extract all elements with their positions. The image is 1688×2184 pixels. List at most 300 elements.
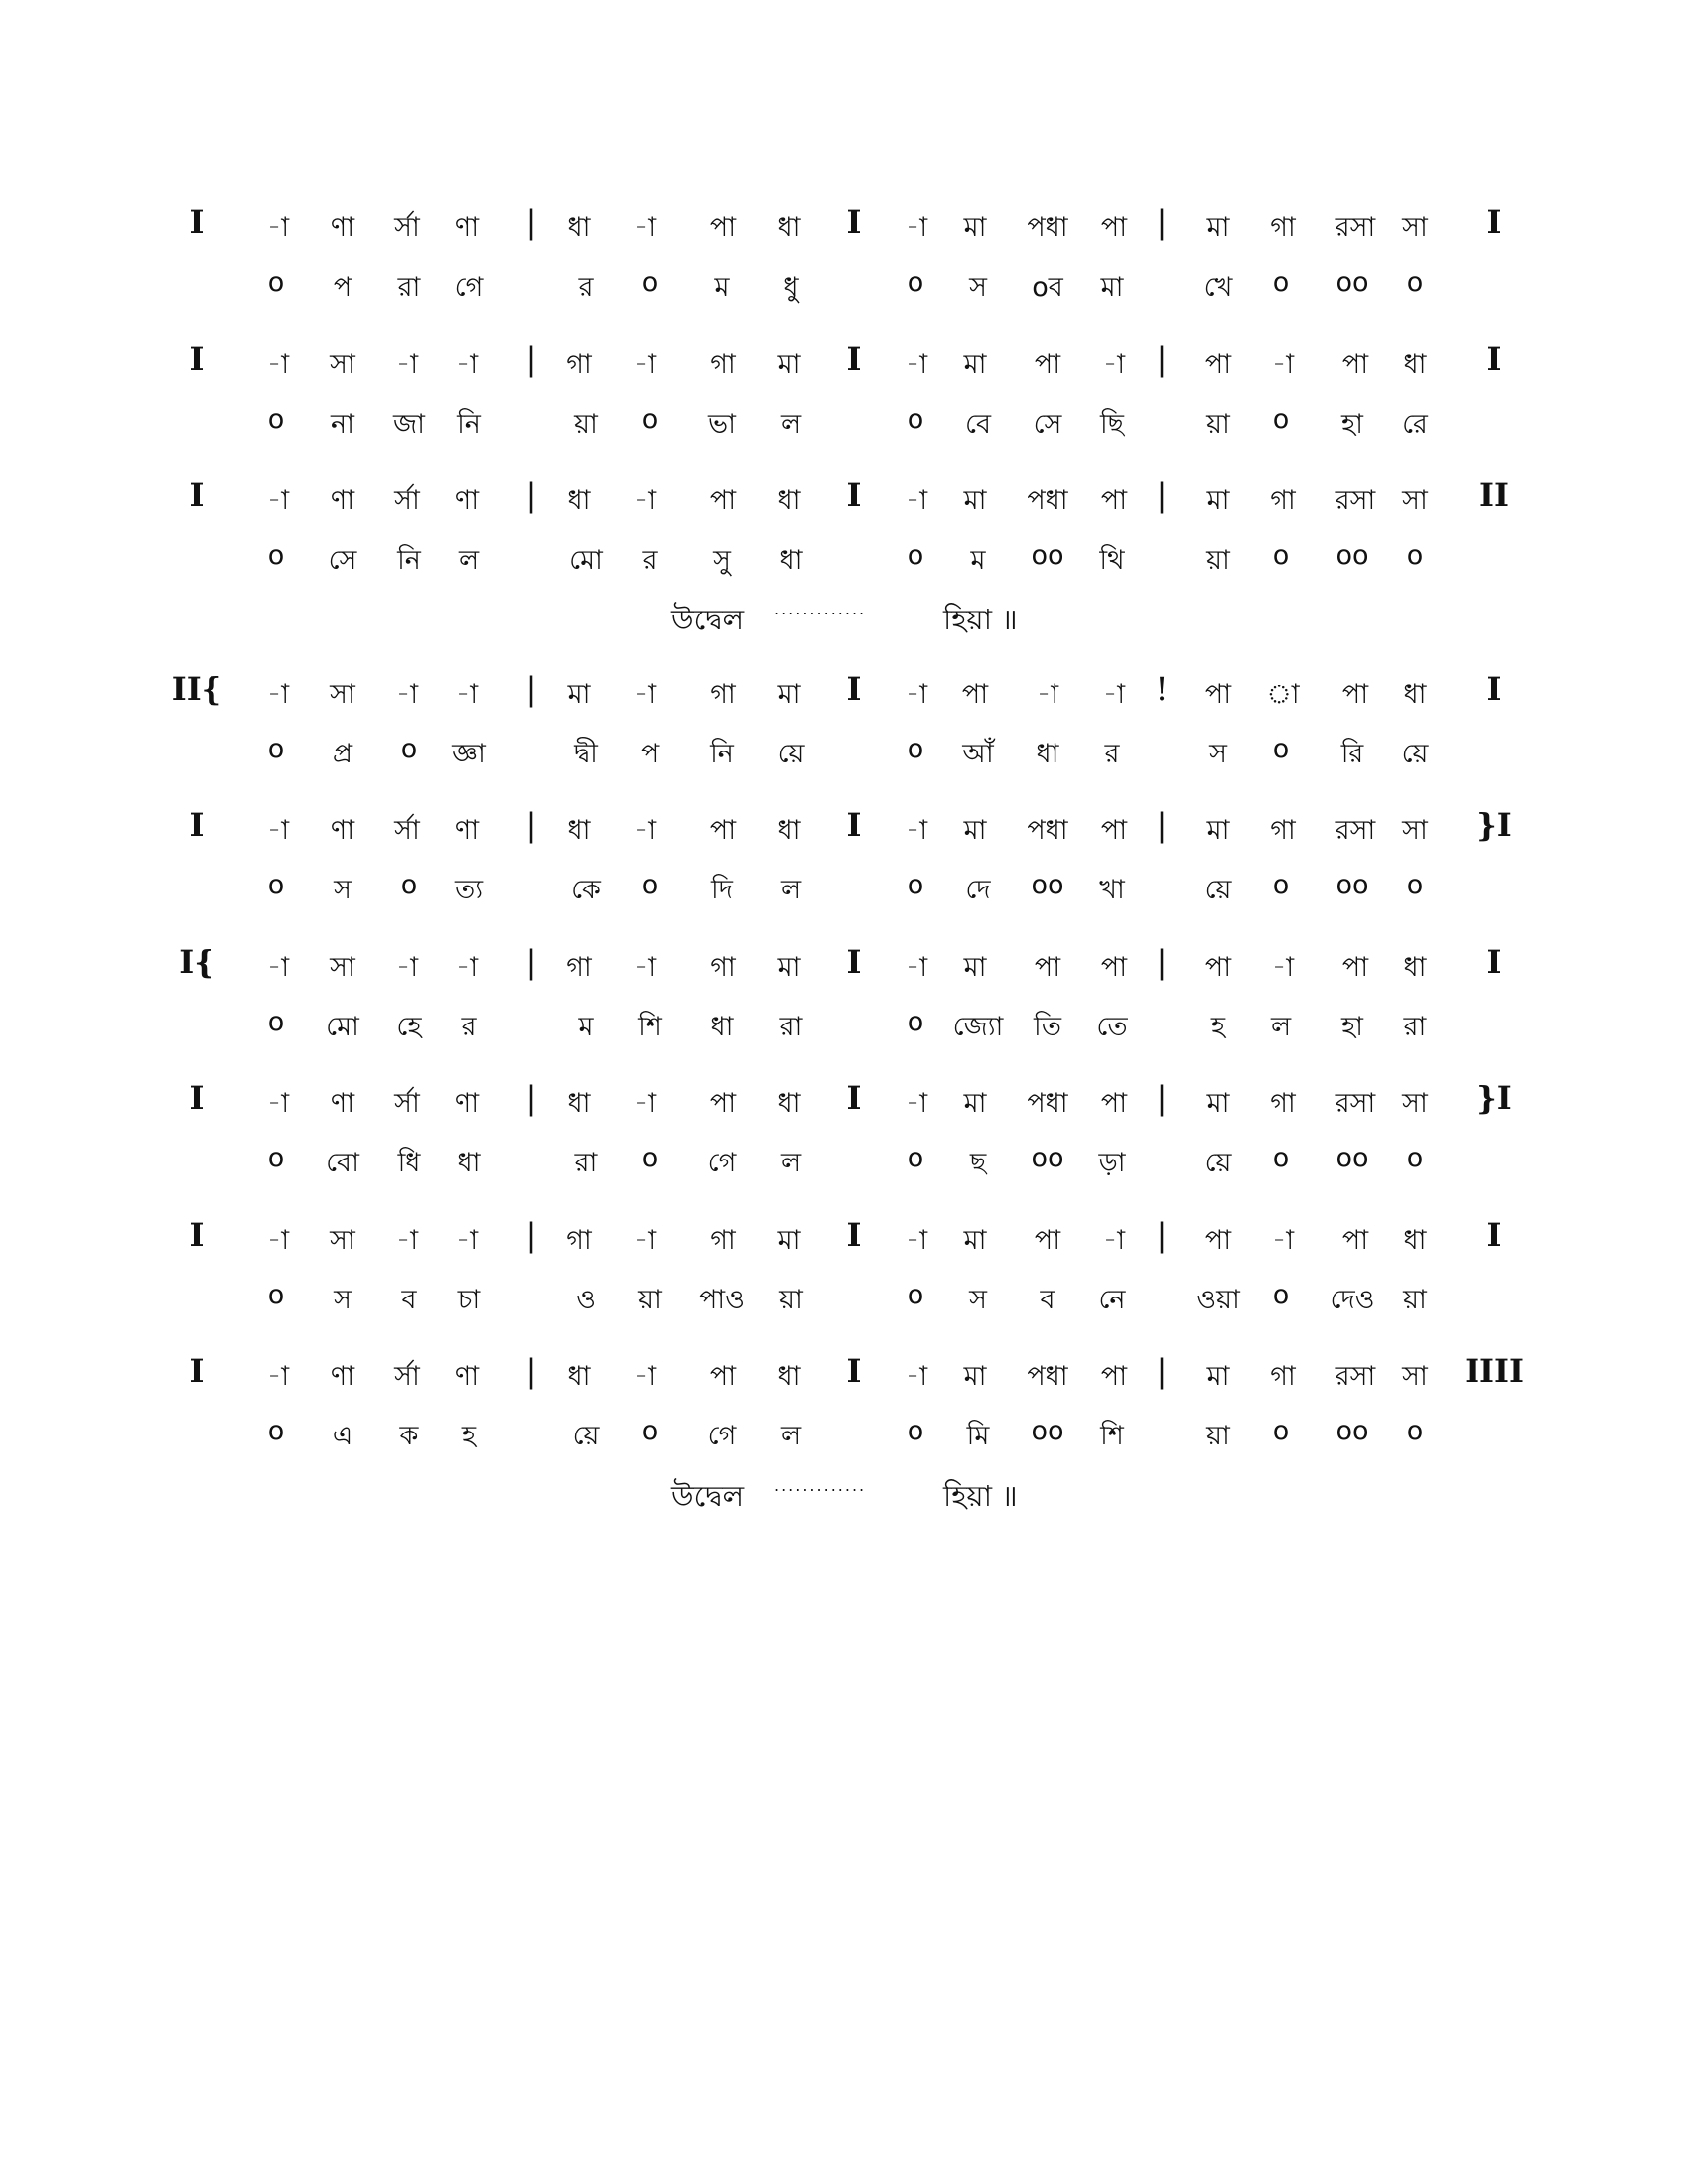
note-cell: পা [1341,1225,1369,1256]
note-cell: -া [633,1088,657,1119]
note-cell: সা [1402,1361,1428,1392]
notation-row [0,204,1688,323]
note-cell: -া [266,815,290,846]
lyric-cell: o [1272,734,1290,764]
note-cell: মা [963,1225,987,1256]
lyric-cell: o [907,404,924,435]
lyric-cell: ম [970,545,986,576]
lyric-cell: খে [1203,272,1233,303]
note-cell: পা [1100,212,1128,243]
note-cell: -া [1102,349,1126,380]
row-start-mark: I [189,806,205,844]
measure-bar: | [525,943,537,981]
note-cell: র্সা [394,212,420,243]
lyric-cell: য়া [1206,409,1230,440]
row-end-mark: IIII [1465,1352,1524,1390]
lyric-cell: oo [1336,540,1369,571]
lyric-cell: o [907,540,924,571]
note-cell: পা [1204,1225,1232,1256]
note-cell: গা [1270,485,1296,516]
note-cell: গা [566,1225,592,1256]
lyric-cell: র [1104,739,1120,769]
lyric-cell: ধা [710,1012,734,1042]
lyric-cell: বে [965,409,991,440]
note-cell: ণা [330,212,355,243]
note-cell: -া [1271,952,1295,983]
note-cell: -া [633,952,657,983]
lyric-cell: দে [965,875,991,905]
note-cell: পা [1341,349,1369,380]
lyric-cell: ছি [1099,409,1125,440]
measure-bar: I [846,806,862,844]
refrain-line [0,1474,1688,1524]
lyric-cell: য়ে [777,739,805,769]
note-cell: -া [455,1225,479,1256]
lyric-cell: o [907,1007,924,1037]
measure-bar: I [846,670,862,708]
note-cell: ণা [330,485,355,516]
lyric-cell: নি [397,545,421,576]
measure-bar: | [525,1352,537,1390]
note-cell: -া [633,1225,657,1256]
refrain-ellipsis: ............. [774,1476,867,1495]
note-cell: -া [266,212,290,243]
lyric-cell: o [400,734,418,764]
lyric-cell: o [1272,870,1290,900]
lyric-cell: পাও [698,1285,746,1315]
note-cell: -া [633,815,657,846]
lyric-cell: ড়া [1098,1148,1126,1178]
row-start-mark: I [189,1079,205,1117]
lyric-cell: o [641,404,659,435]
measure-bar: | [1156,341,1168,378]
lyric-cell: oo [1336,870,1369,900]
lyric-cell: oo [1031,870,1064,900]
lyric-cell: oo [1031,1143,1064,1173]
refrain-start: উদ্বেল [671,1479,745,1513]
note-cell: পধা [1027,815,1068,846]
lyric-cell: oo [1336,267,1369,298]
lyric-cell: oo [1336,1143,1369,1173]
note-cell: পধা [1027,1088,1068,1119]
lyric-cell: o [1406,1416,1424,1446]
note-cell: সা [1402,1088,1428,1119]
note-cell: র্সা [394,485,420,516]
note-cell: পা [1034,349,1061,380]
lyric-cell: o [1272,1143,1290,1173]
note-cell: -া [1036,679,1059,710]
measure-bar: I [846,204,862,241]
lyric-cell: o [267,870,285,900]
row-end-mark: }I [1477,1079,1512,1117]
lyric-cell: o [1406,870,1424,900]
row-end-mark: I [1486,1216,1502,1254]
note-cell: মা [963,1361,987,1392]
lyric-cell: এ [332,1421,353,1451]
lyric-cell: মো [326,1012,359,1042]
measure-bar: | [525,477,537,514]
note-cell: ণা [454,1361,480,1392]
measure-bar: | [1156,477,1168,514]
note-cell: রসা [1335,1088,1376,1119]
lyric-cell: ধা [457,1148,481,1178]
row-start-mark: II{ [171,670,222,708]
lyric-cell: o [907,1143,924,1173]
note-cell: সা [1402,212,1428,243]
lyric-cell: ম [578,1012,594,1042]
note-cell: গা [566,952,592,983]
lyric-cell: র [461,1012,477,1042]
lyric-cell: গে [454,272,484,303]
note-cell: পা [1100,485,1128,516]
note-cell: মা [963,952,987,983]
lyric-cell: o [641,267,659,298]
note-cell: সা [1402,815,1428,846]
lyric-cell: o [1272,540,1290,571]
lyric-cell: রে [1402,409,1428,440]
lyric-cell: ত্য [454,875,484,905]
note-cell: -া [905,679,928,710]
lyric-cell: ক [399,1421,419,1451]
note-cell: পা [961,679,989,710]
measure-bar: | [1156,204,1168,241]
note-cell: ধা [777,212,801,243]
note-cell: গা [1270,815,1296,846]
lyric-cell: ব [1040,1285,1055,1315]
note-cell: -া [395,679,419,710]
row-end-mark: I [1486,204,1502,241]
note-cell: গা [1270,1361,1296,1392]
lyric-cell: ধা [1036,739,1059,769]
note-cell: পধা [1027,1361,1068,1392]
lyric-cell: ছ [969,1148,987,1178]
lyric-cell: o [1272,404,1290,435]
lyric-cell: ধি [397,1148,421,1178]
lyric-cell: রা [1403,1012,1427,1042]
note-cell: পা [709,815,737,846]
note-cell: ধা [777,1361,801,1392]
lyric-cell: খা [1099,875,1125,905]
note-cell: -া [905,815,928,846]
note-cell: -া [395,349,419,380]
note-cell: -া [1271,1225,1295,1256]
lyric-cell: হ [461,1421,477,1451]
measure-bar: | [525,204,537,241]
lyric-cell: o [907,734,924,764]
notation-row [0,1079,1688,1198]
measure-bar: I [846,943,862,981]
row-start-mark: I{ [179,943,214,981]
note-cell: গা [710,952,736,983]
note-cell: সা [330,679,355,710]
lyric-cell: হা [1340,409,1364,440]
note-cell: -া [266,1225,290,1256]
note-cell: পা [1204,952,1232,983]
lyric-cell: য়ে [1401,739,1429,769]
note-cell: পা [1341,679,1369,710]
note-cell: মা [777,679,801,710]
note-cell: মা [963,815,987,846]
note-cell: মা [963,485,987,516]
notation-row [0,1352,1688,1471]
lyric-cell: হে [396,1012,422,1042]
note-cell: সা [330,952,355,983]
note-cell: মা [1206,1361,1230,1392]
lyric-cell: য়া [1403,1285,1427,1315]
lyric-cell: গে [707,1421,737,1451]
row-end-mark: I [1486,341,1502,378]
lyric-cell: য়া [574,409,598,440]
note-cell: র্সা [394,1361,420,1392]
note-cell: -া [633,212,657,243]
lyric-cell: দি [711,875,733,905]
note-cell: পা [709,212,737,243]
row-start-mark: I [189,477,205,514]
refrain-end: হিয়া ॥ [943,603,1018,636]
note-cell: রসা [1335,485,1376,516]
note-cell: -া [266,349,290,380]
lyric-cell: য়ে [1204,1148,1232,1178]
note-cell: মা [1206,1088,1230,1119]
row-start-mark: I [189,204,205,241]
lyric-cell: ধা [779,545,803,576]
lyric-cell: রা [574,1148,598,1178]
note-cell: ণা [330,1361,355,1392]
lyric-cell: o [1406,267,1424,298]
note-cell: া [1266,679,1300,710]
measure-bar: I [846,1079,862,1117]
lyric-cell: সু [713,545,731,576]
note-cell: -া [455,952,479,983]
note-cell: ধা [567,212,591,243]
note-cell: -া [455,349,479,380]
lyric-cell: স [334,1285,352,1315]
refrain-ellipsis: ............. [774,600,867,618]
measure-bar: ! [1155,670,1169,708]
measure-bar: I [846,1216,862,1254]
note-cell: গা [1270,212,1296,243]
lyric-cell: য়ে [572,1421,600,1451]
lyric-cell: গে [707,1148,737,1178]
lyric-cell: য়া [779,1285,803,1315]
lyric-cell: স [969,1285,987,1315]
lyric-cell: জ্যো [952,1012,1004,1042]
note-cell: ধা [567,485,591,516]
note-cell: -া [905,349,928,380]
lyric-cell: জ্ঞা [452,739,486,769]
lyric-cell: চা [457,1285,481,1315]
row-end-mark: I [1486,670,1502,708]
lyric-cell: oo [1336,1416,1369,1446]
note-cell: ধা [567,1361,591,1392]
note-cell: পা [1100,1361,1128,1392]
measure-bar: | [525,670,537,708]
note-cell: ধা [567,1088,591,1119]
note-cell: পা [1204,349,1232,380]
note-cell: রসা [1335,1361,1376,1392]
note-cell: -া [905,212,928,243]
lyric-cell: বো [326,1148,359,1178]
lyric-cell: o [907,267,924,298]
lyric-cell: য়া [1206,545,1230,576]
note-cell: গা [1270,1088,1296,1119]
note-cell: গা [566,349,592,380]
lyric-cell: না [331,409,354,440]
note-cell: মা [1206,212,1230,243]
note-cell: মা [963,212,987,243]
lyric-cell: রা [397,272,421,303]
lyric-cell: মি [966,1421,990,1451]
note-cell: পা [1100,815,1128,846]
lyric-cell: স [1209,739,1227,769]
lyric-cell: কে [571,875,601,905]
measure-bar: | [525,1216,537,1254]
note-cell: গা [710,349,736,380]
note-cell: মা [777,1225,801,1256]
lyric-cell: র [578,272,594,303]
lyric-cell: o [1272,1280,1290,1310]
lyric-cell: শি [638,1012,662,1042]
note-cell: ধা [1403,679,1427,710]
lyric-cell: তি [1034,1012,1061,1042]
lyric-cell: ওয়া [1196,1285,1240,1315]
notation-row [0,670,1688,789]
lyric-cell: প [640,739,660,769]
note-cell: পা [1034,952,1061,983]
lyric-cell: o [267,1007,285,1037]
note-cell: ণা [454,212,480,243]
lyric-cell: ম [714,272,730,303]
note-cell: -া [266,485,290,516]
notation-row [0,341,1688,460]
notation-row [0,477,1688,596]
note-cell: মা [777,952,801,983]
lyric-cell: o [1272,1416,1290,1446]
note-cell: -া [395,952,419,983]
measure-bar: | [1156,1079,1168,1117]
lyric-cell: o [907,1416,924,1446]
lyric-cell: য়ে [1204,875,1232,905]
lyric-cell: আঁ [962,739,994,769]
lyric-cell: ল [780,409,802,440]
note-cell: পা [1341,952,1369,983]
note-cell: মা [567,679,591,710]
note-cell: ধা [1403,952,1427,983]
note-cell: গা [710,679,736,710]
row-end-mark: I [1486,943,1502,981]
measure-bar: I [846,477,862,514]
note-cell: মা [1206,485,1230,516]
notation-row [0,1216,1688,1335]
lyric-cell: o [267,734,285,764]
lyric-cell: হ [1210,1012,1226,1042]
lyric-cell: সে [1033,409,1062,440]
lyric-cell: নি [457,409,481,440]
lyric-cell: প [333,272,352,303]
note-cell: ধা [1403,1225,1427,1256]
lyric-cell: o [1272,267,1290,298]
lyric-cell: o [641,870,659,900]
note-cell: সা [330,349,355,380]
row-end-mark: II [1479,477,1509,514]
lyric-cell: oo [1031,1416,1064,1446]
note-cell: পা [709,485,737,516]
lyric-cell: o [267,1143,285,1173]
note-cell: -া [905,485,928,516]
lyric-cell: o [907,870,924,900]
refrain-start: উদ্বেল [671,603,745,636]
measure-bar: I [846,1352,862,1390]
lyric-cell: ও [576,1285,596,1315]
lyric-cell: স [334,875,352,905]
note-cell: মা [1206,815,1230,846]
lyric-cell: থি [1099,545,1125,576]
lyric-cell: ল [780,875,802,905]
row-start-mark: I [189,1216,205,1254]
note-cell: -া [395,1225,419,1256]
lyric-cell: নে [1098,1285,1126,1315]
lyric-cell: রি [1340,739,1364,769]
lyric-cell: মা [1100,272,1124,303]
note-cell: মা [963,349,987,380]
row-start-mark: I [189,1352,205,1390]
lyric-cell: হা [1340,1012,1364,1042]
note-cell: পা [709,1361,737,1392]
note-cell: রসা [1335,212,1376,243]
lyric-cell: ল [458,545,480,576]
lyric-cell: নি [710,739,734,769]
measure-bar: | [1156,1216,1168,1254]
lyric-cell: দেও [1330,1285,1375,1315]
note-cell: -া [633,485,657,516]
lyric-cell: o [907,1280,924,1310]
note-cell: -া [633,679,657,710]
lyric-cell: o [267,267,285,298]
lyric-cell: o [267,540,285,571]
lyric-cell: য়া [1206,1421,1230,1451]
note-cell: পা [1100,952,1128,983]
lyric-cell: ল [1270,1012,1292,1042]
note-cell: -া [1102,1225,1126,1256]
note-cell: ণা [330,1088,355,1119]
lyric-cell: মো [569,545,603,576]
note-cell: পা [1100,1088,1128,1119]
note-cell: -া [455,679,479,710]
note-cell: ধা [567,815,591,846]
note-cell: -া [266,679,290,710]
note-cell: ণা [454,485,480,516]
note-cell: ণা [454,815,480,846]
lyric-cell: র [642,545,658,576]
lyric-cell: o [267,1280,285,1310]
row-start-mark: I [189,341,205,378]
lyric-cell: o [400,870,418,900]
note-cell: -া [633,1361,657,1392]
lyric-cell: oব [1032,272,1063,303]
note-cell: ধা [777,1088,801,1119]
note-cell: মা [777,349,801,380]
note-cell: -া [633,349,657,380]
note-cell: -া [266,952,290,983]
note-cell: ধা [777,485,801,516]
note-cell: ণা [330,815,355,846]
note-cell: র্সা [394,815,420,846]
note-cell: গা [710,1225,736,1256]
lyric-cell: ল [780,1148,802,1178]
lyric-cell: দ্বী [574,739,598,769]
lyric-cell: ল [780,1421,802,1451]
notation-row [0,806,1688,925]
